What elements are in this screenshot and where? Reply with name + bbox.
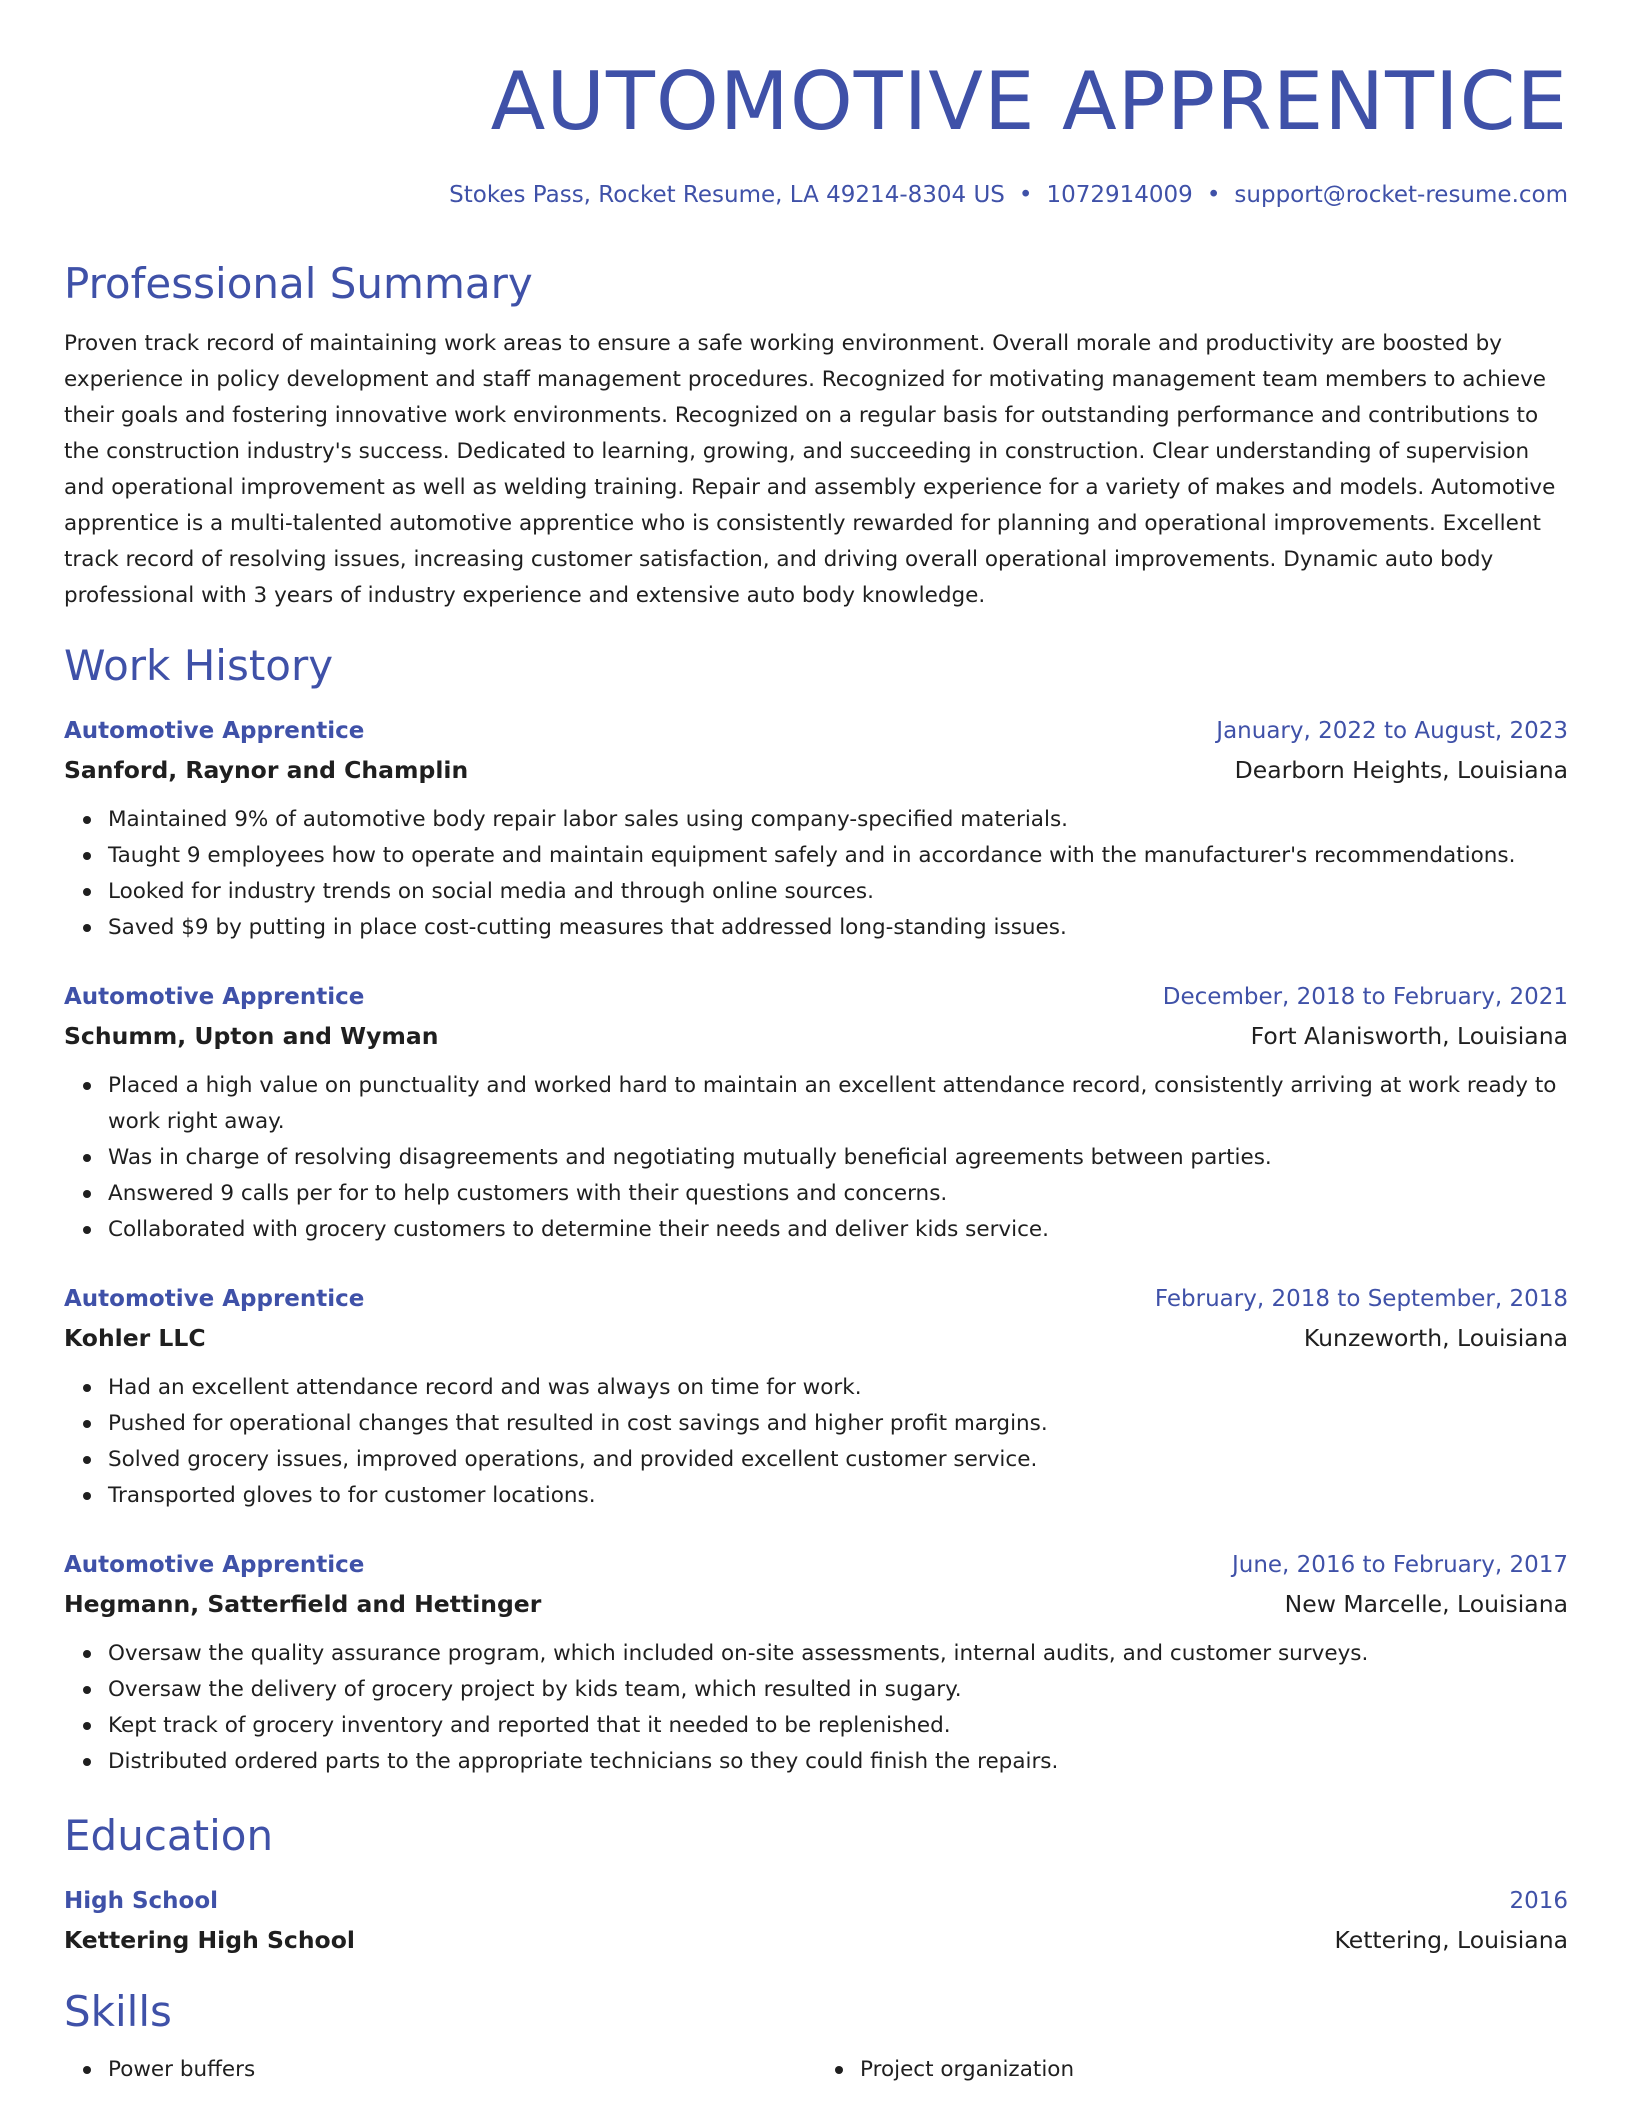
list-item: Taught 9 employees how to operate and maintain equipment safely and in accordance with the manufacturer's recommendations. xyxy=(108,838,1568,874)
skills-column-left xyxy=(64,2052,816,2088)
degree-name: High School xyxy=(64,1888,219,1914)
job-location: New Marcelle, Louisiana xyxy=(1284,1590,1568,1618)
job-title: Automotive Apprentice xyxy=(64,718,365,744)
job-bullets xyxy=(64,802,1568,946)
job-dates: February, 2018 to September, 2018 xyxy=(1154,1286,1568,1312)
list-item: Kept track of grocery inventory and reported that it needed to be replenished. xyxy=(108,1708,1568,1744)
list-item: Solved grocery issues, improved operations, and provided excellent customer service. xyxy=(108,1442,1568,1478)
list-item: Distributed ordered parts to the appropriate technicians so they could finish the repairs. xyxy=(108,1744,1568,1780)
skill-item: Power buffers xyxy=(108,2052,816,2088)
company-name: Hegmann, Satterfield and Hettinger xyxy=(64,1590,542,1618)
list-item: Oversaw the delivery of grocery project by kids team, which resulted in sugary. xyxy=(108,1672,1568,1708)
list-item: Saved $9 by putting in place cost-cutting measures that addressed long-standing issues. xyxy=(108,910,1568,946)
job-title: Automotive Apprentice xyxy=(64,984,365,1010)
graduation-year: 2016 xyxy=(1509,1888,1568,1914)
job-bullets xyxy=(64,1370,1568,1514)
contact-separator: • xyxy=(1206,182,1221,208)
job-location: Dearborn Heights, Louisiana xyxy=(1234,756,1568,784)
list-item: Oversaw the quality assurance program, which included on-site assessments, internal audits, and customer surveys. xyxy=(108,1636,1568,1672)
list-item: Looked for industry trends on social media and through online sources. xyxy=(108,874,1568,910)
contact-address: Stokes Pass, Rocket Resume, LA 49214-8304 US xyxy=(449,182,1005,208)
list-item: Was in charge of resolving disagreements and negotiating mutually beneficial agreements between parties. xyxy=(108,1140,1568,1176)
job-title: Automotive Apprentice xyxy=(64,1552,365,1578)
company-name: Schumm, Upton and Wyman xyxy=(64,1022,439,1050)
list-item: Placed a high value on punctuality and worked hard to maintain an excellent attendance record, consistently arriving at work ready to work right away. xyxy=(108,1068,1568,1140)
school-name: Kettering High School xyxy=(64,1926,355,1954)
contact-phone: 1072914009 xyxy=(1046,182,1193,208)
list-item: Had an excellent attendance record and was always on time for work. xyxy=(108,1370,1568,1406)
job-location: Fort Alanisworth, Louisiana xyxy=(1250,1022,1568,1050)
list-item: Maintained 9% of automotive body repair labor sales using company-specified materials. xyxy=(108,802,1568,838)
list-item: Transported gloves to for customer locations. xyxy=(108,1478,1568,1514)
work-entry xyxy=(64,1546,1568,1780)
skills-list xyxy=(64,2052,1568,2088)
work-entry xyxy=(64,712,1568,946)
summary-text: Proven track record of maintaining work areas to ensure a safe working environment. Overall morale and productivity are boosted by experience in policy development and staff management procedures. Recognized for motivating management team members to achieve their goals and fostering innovative work environments. Recognized on a regular basis for outstanding performance and contributions to the construction industry's success. Dedicated to learning, growing, and succeeding in construction. Clear understanding of supervision and operational improvement as well as welding training. Repair and assembly experience for a variety of makes and models. Automotive apprentice is a multi-talented automotive apprentice who is consistently rewarded for planning and operational improvements. Excellent track record of resolving issues, increasing customer satisfaction, and driving overall operational improvements. Dynamic auto body professional with 3 years of industry experience and extensive auto body knowledge. xyxy=(64,331,1556,608)
job-dates: January, 2022 to August, 2023 xyxy=(1216,718,1568,744)
contact-email[interactable]: support@rocket-resume.com xyxy=(1234,182,1568,208)
list-item: Collaborated with grocery customers to determine their needs and deliver kids service. xyxy=(108,1212,1568,1248)
work-entry xyxy=(64,978,1568,1248)
skill-item: Project organization xyxy=(860,2052,1568,2088)
skills-column-right xyxy=(816,2052,1568,2088)
school-location: Kettering, Louisiana xyxy=(1334,1926,1568,1954)
skills-heading: Skills xyxy=(64,1987,172,2036)
company-name: Kohler LLC xyxy=(64,1324,206,1352)
education-entry xyxy=(64,1882,1568,1960)
work-history-heading: Work History xyxy=(64,641,334,690)
contact-separator: • xyxy=(1018,182,1033,208)
list-item: Pushed for operational changes that resulted in cost savings and higher profit margins. xyxy=(108,1406,1568,1442)
job-dates: December, 2018 to February, 2021 xyxy=(1162,984,1568,1010)
education-heading: Education xyxy=(64,1811,274,1860)
work-entry xyxy=(64,1280,1568,1514)
contact-line xyxy=(64,178,1568,212)
job-bullets xyxy=(64,1068,1568,1248)
resume-page xyxy=(64,0,1568,2088)
summary-heading: Professional Summary xyxy=(64,259,533,308)
job-location: Kunzeworth, Louisiana xyxy=(1303,1324,1568,1352)
company-name: Sanford, Raynor and Champlin xyxy=(64,756,469,784)
list-item: Answered 9 calls per for to help customers with their questions and concerns. xyxy=(108,1176,1568,1212)
resume-title: AUTOMOTIVE APPRENTICE xyxy=(490,55,1568,148)
job-dates: June, 2016 to February, 2017 xyxy=(1231,1552,1568,1578)
job-title: Automotive Apprentice xyxy=(64,1286,365,1312)
job-bullets xyxy=(64,1636,1568,1780)
